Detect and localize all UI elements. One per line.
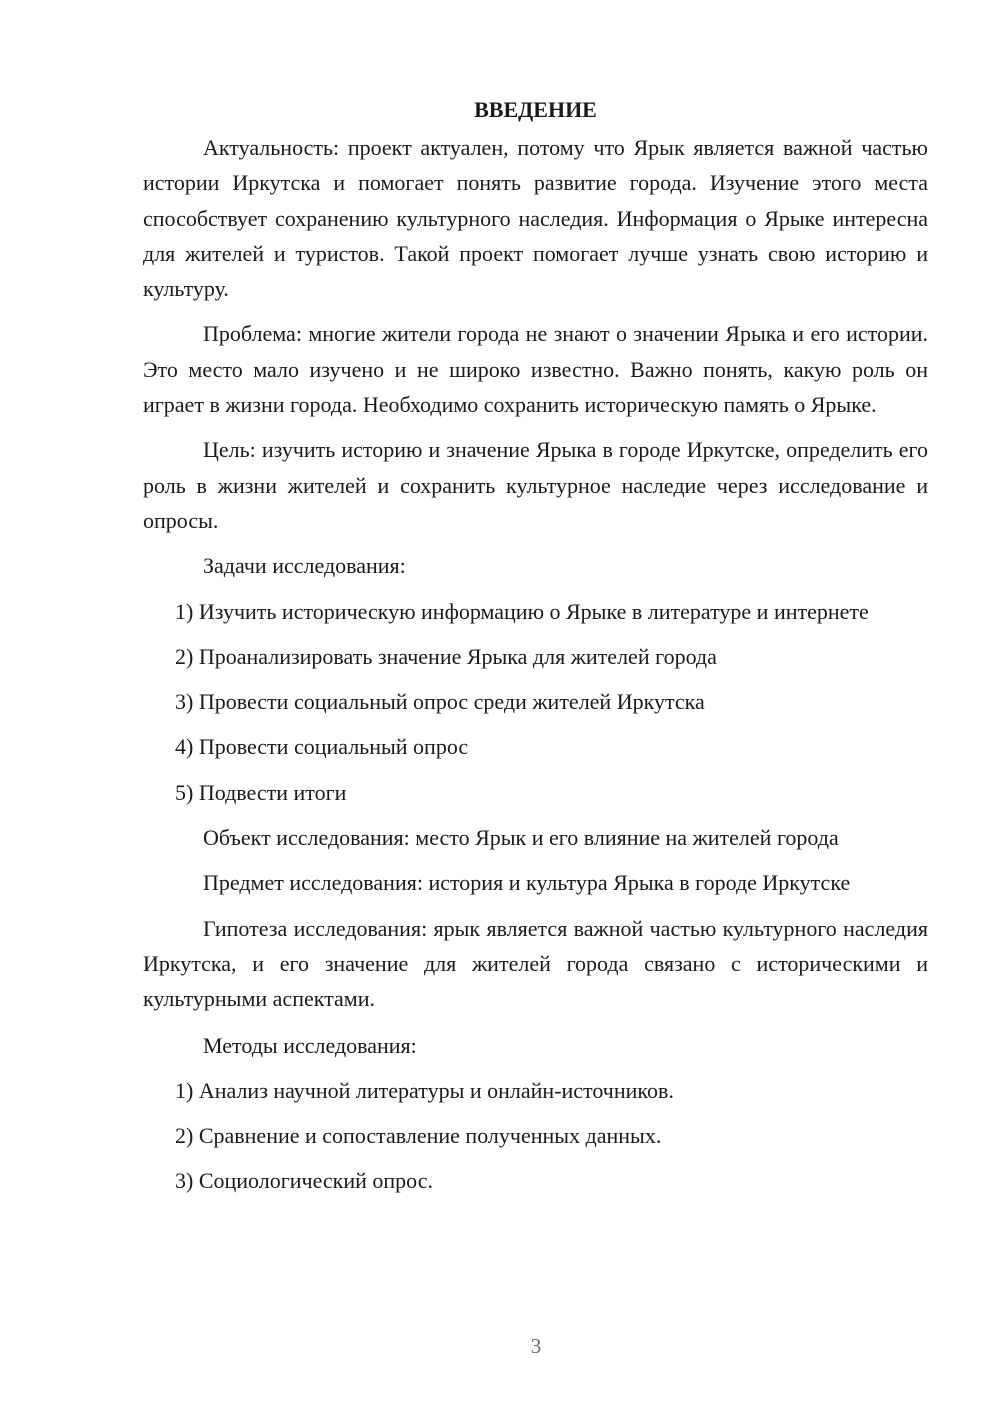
hypothesis-paragraph: Гипотеза исследования: ярык является важной частью культурного наследия Иркутска, и его значение для жителей города связано с историческими и культурными аспектами. — [143, 915, 928, 1012]
section-title: ВВЕДЕНИЕ — [474, 97, 597, 122]
page-number: 3 — [530, 1334, 542, 1358]
problem-paragraph: Проблема: многие жители города не знают о значении Ярыка и его истории. Это место мало изучено и не широко известно. Важно понять, какую роль он играет в жизни города. Необходимо сохранить историческую память о Ярыке. — [143, 321, 928, 418]
task-item: 5) Подвести итоги — [175, 779, 347, 805]
subject-paragraph: Предмет исследования: история и культура Ярыка в городе Иркутске — [203, 870, 851, 896]
methods-heading: Методы исследования: — [203, 1032, 417, 1058]
task-item: 2) Проанализировать значение Ярыка для жителей города — [175, 643, 717, 669]
document-page — [143, 92, 928, 1199]
method-item: 2) Сравнение и сопоставление полученных данных. — [175, 1123, 662, 1149]
object-paragraph: Объект исследования: место Ярык и его влияние на жителей города — [203, 825, 839, 851]
task-item: 4) Провести социальный опрос — [175, 734, 469, 760]
method-item: 3) Социологический опрос. — [175, 1168, 433, 1194]
method-item: 1) Анализ научной литературы и онлайн-источников. — [175, 1077, 674, 1103]
goal-paragraph: Цель: изучить историю и значение Ярыка в городе Иркутске, определить его роль в жизни жителей и сохранить культурное наследие через исследование и опросы. — [143, 437, 928, 533]
tasks-heading: Задачи исследования: — [203, 553, 406, 579]
relevance-paragraph: Актуальность: проект актуален, потому что Ярык является важной частью истории Иркутска и помогает понять развитие города. Изучение этого места способствует сохранению культурного наследия. Информация о Ярыке интересна для жителей и туристов. Такой проект помогает лучше узнать свою историю и культуру. — [143, 135, 928, 302]
task-item: 3) Провести социальный опрос среди жителей Иркутска — [175, 689, 705, 715]
task-item: 1) Изучить историческую информацию о Ярыке в литературе и интернете — [175, 598, 869, 624]
